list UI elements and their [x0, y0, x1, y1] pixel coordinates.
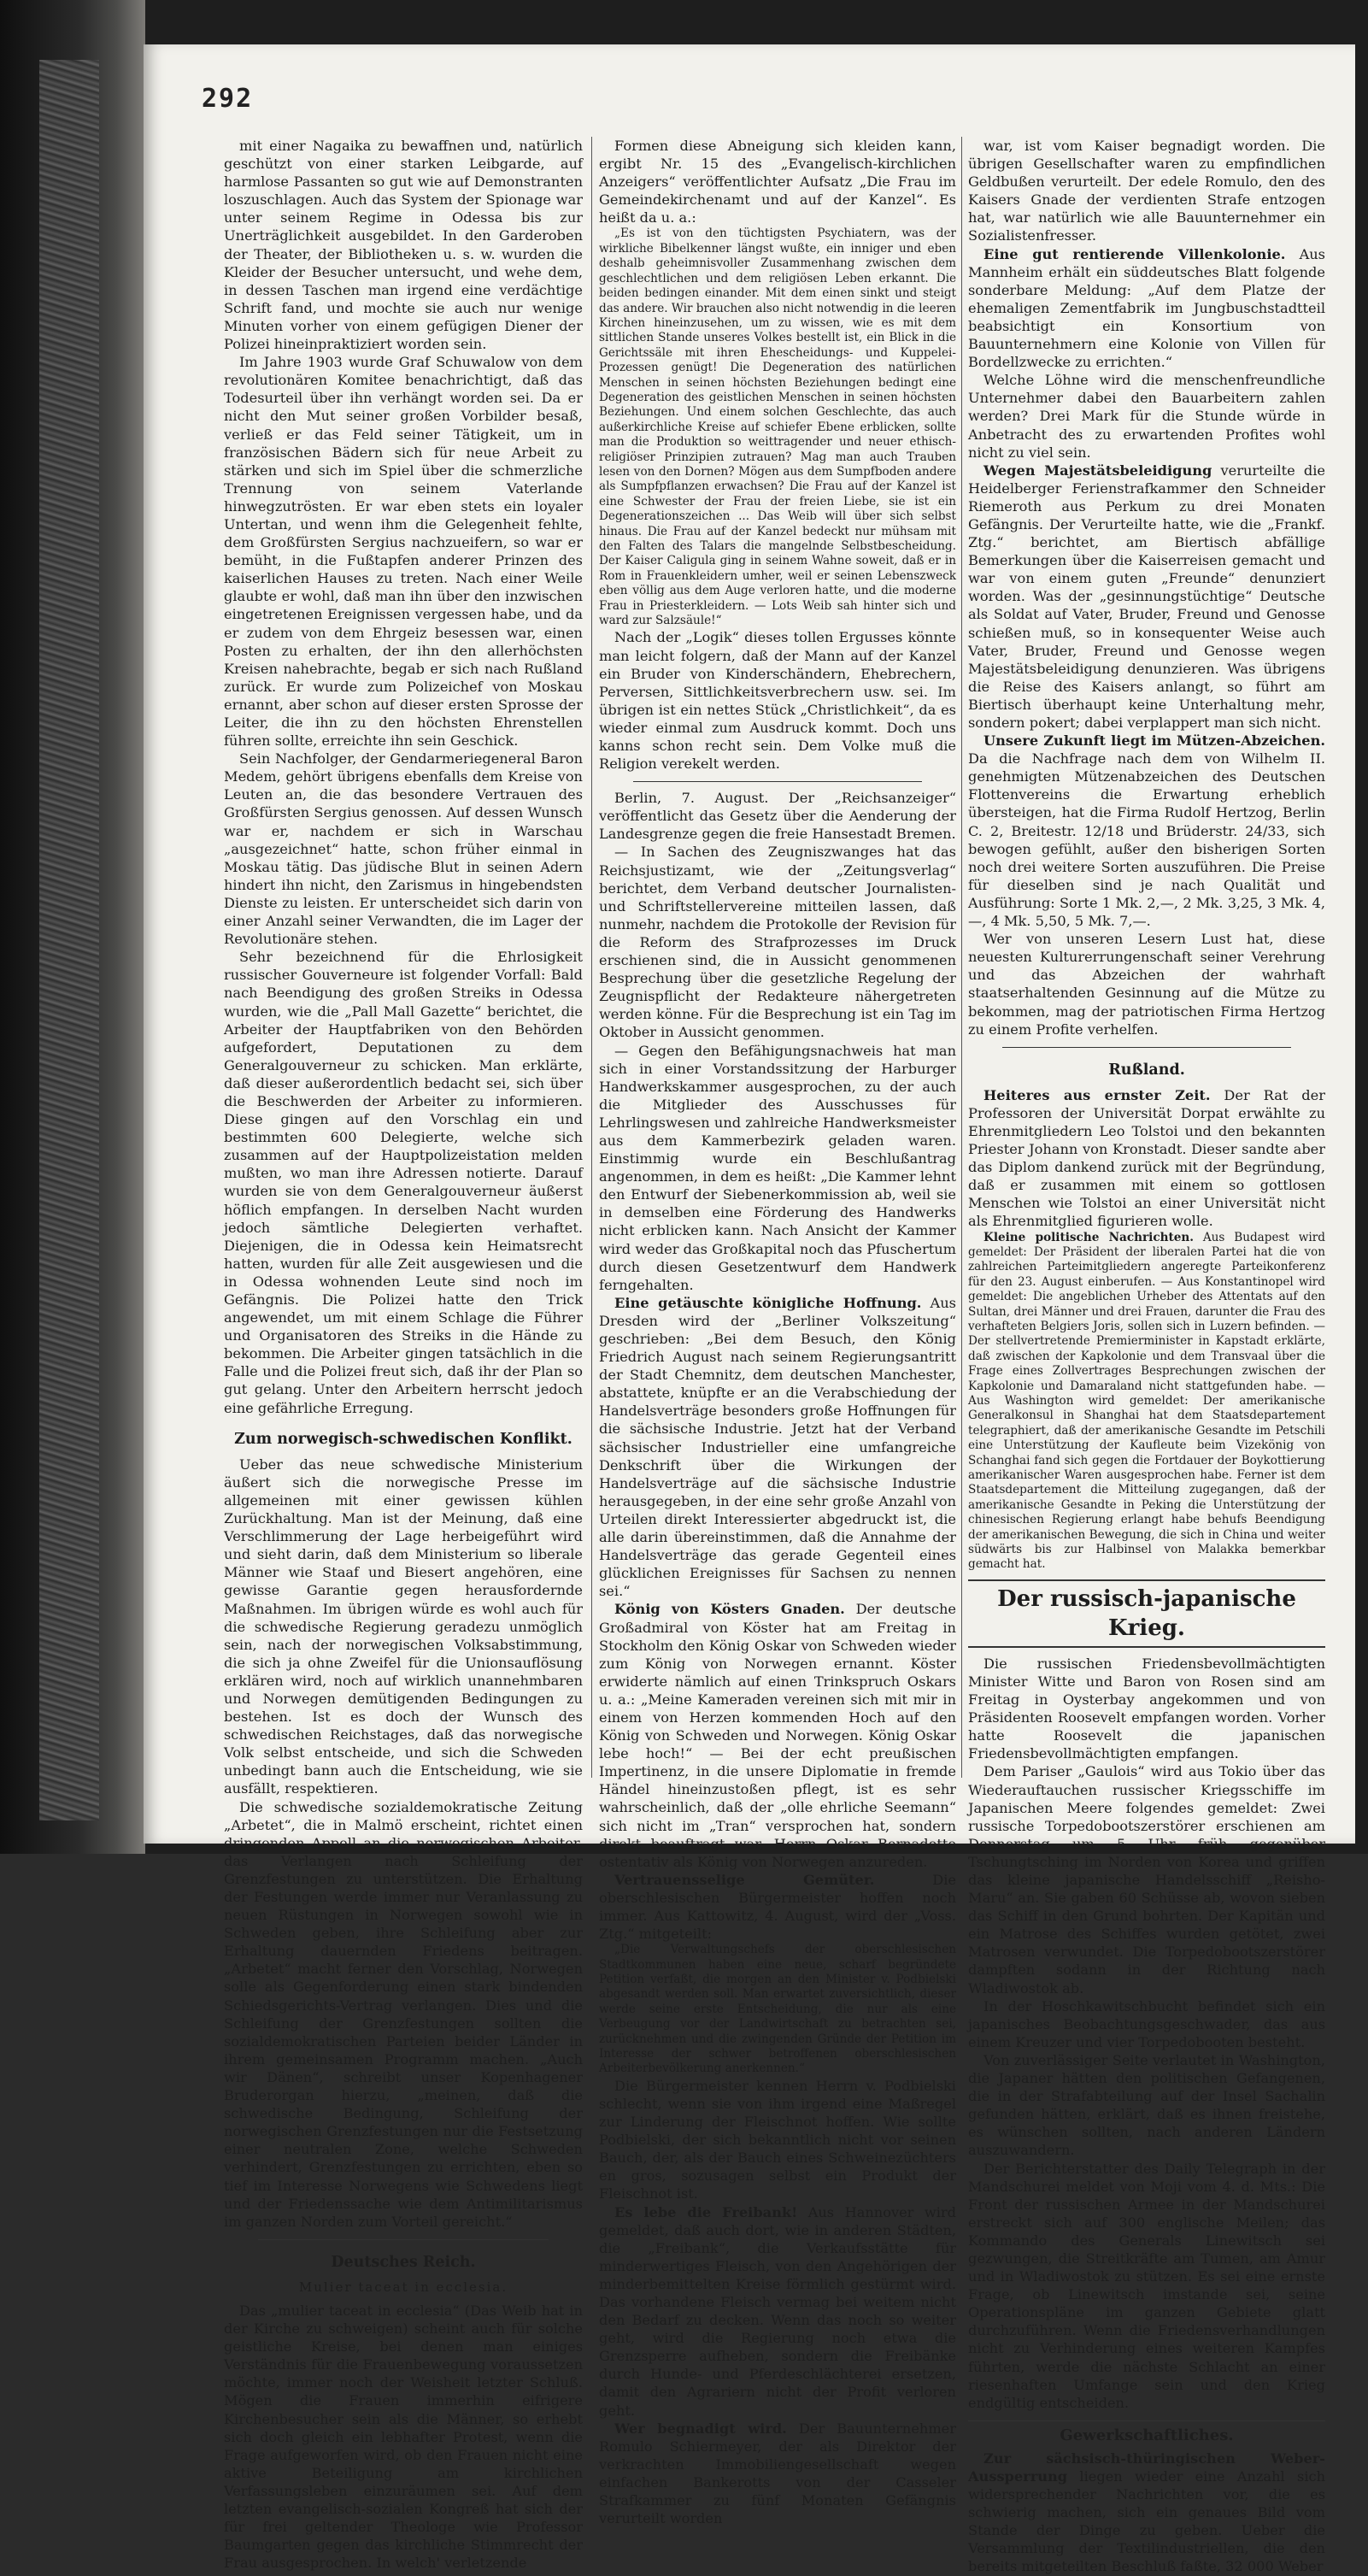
column-2: [599, 137, 957, 2527]
paragraph: Ueber das neue schwedische Ministerium äußert sich die norwegische Presse im allgemeinen mit einer gewissen kühlen Zurückhaltung. Man ist der Meinung, daß eine Verschlimmerung der Lage herbeigeführt wird und sieht darin, daß dem Ministerium so liberale Männer wie Staaf und Biesert angehören, eine gewisse Garantie gegen herausfordernde Maßnahmen. Im übrigen würde es wohl auch für die schwedische Regierung geradezu unmöglich sein, nach der norwegischen Volksabstimmung, die sich ja ohne Zweifel für die Unionsauflösung erklären wird, noch auf wirklich unannehmbaren und Norwegen demütigenden Bedingungen zu bestehen. Ist es doch der Wunsch des schwedischen Reichstages, daß das norwegische Volk selbst entscheide, und sich die Schweden unbedingt bann auch die Entscheidung, wie sie ausfällt, respektieren.: [224, 1456, 583, 1797]
lead-kleine: Kleine politische Nachrichten.: [983, 1230, 1195, 1244]
paragraph: [599, 2203, 956, 2420]
paragraph: Formen diese Abneigung sich kleiden kann, ergibt Nr. 15 des „Evangelisch-kirchlichen Anzeigers“ veröffentlichter Aufsatz „Die Frau im Gemeindekirchenamt und auf der Kanzel“. Es heißt da u. a.:: [599, 138, 956, 226]
paragraph: Dem Pariser „Gaulois“ wird aus Tokio über das Wiederauftauchen russischer Kriegsschiffe im Japanischen Meere folgendes gemeldet: Zwei russische Torpedobootszerstörer erschienen am Donnerstag um 5 Uhr früh gegenüber Tschungtsching im Norden von Korea und griffen das kleine japanische Handelsschiff „Reisho-Maru“ an. Sie gaben 60 Schüsse ab, wovon sieben das Schiff in den Grund bohrten. Der Kapitän und ein Matrose des Schiffes wurden getötet, zwei Matrosen verwundet. Die Torpedobootszerstörer dampften sodann in der Richtung nach Wladiwostok ab.: [968, 1763, 1325, 1997]
paragraph: — Gegen den Befähigungsnachweis hat man sich in einer Vorstandssitzung der Harburger Handwerkskammer ausgesprochen, zu der auch die Mitglieder des Ausschusses für Lehrlingswesen und zahlreiche Handwerksmeister aus dem Kammerbezirk geladen waren. Einstimmig wurde ein Beschlußantrag angenommen, in dem es heißt: „Die Kammer lehnt den Entwurf der Siebenerkommission ab, weil sie in demselben eine Förderung des Handwerks nicht erblicken kann. Nach Ansicht der Kammer wird weder das Großkapital noch das Pfuschertum durch diesen Gesetzentwurf dem Handwerk ferngehalten.: [599, 1042, 956, 1293]
text-koenig: Der deutsche Großadmiral von Köster hat am Freitag in Stockholm den König Oskar von Schweden wieder zum König von Norwegen ernannt. Köster erwiderte nämlich auf einen Trinkspruch Oskars u. a.: „Meine Kameraden vereinen sich mit mir in einem von Herzen kommenden Hoch auf den König von Schweden und Norwegen. König Oskar lebe hoch!“ — Bei der echt preußischen Impertinenz, in die unsere Diplomatie in fremde Händel hineinzustoßen pflegt, ist es sehr wahrscheinlich, daß der „olle ehrliche Seemann“ sich nicht im „Tran“ versprochen hat, sondern direkt beauftragt war, Herrn Oskar Bernadotte ostentativ als König von Norwegen anzureden.: [599, 1601, 956, 1870]
lead-koenig: König von Kösters Gnaden.: [614, 1601, 845, 1618]
paragraph: war, ist vom Kaiser begnadigt worden. Die übrigen Gesellschafter waren zu empfindlichen Geldbußen verurteilt. Der edele Romulo, den des Kaisers Gnade der verdienten Strafe entzogen hat, war natürlich wie alle Bauunternehmer ein Sozialistenfresser.: [968, 138, 1325, 244]
lead-begnadigt: Wer begnadigt wird.: [614, 2420, 787, 2437]
lead-gemueter: Vertrauensselige Gemüter.: [614, 1871, 875, 1888]
heading-krieg: Der russisch-japanische Krieg.: [968, 1579, 1325, 1648]
paragraph: In der Hoschkawitschbucht befindet sich ein japanisches Beobachtungsgeschwader, das aus einem Kreuzer und vier Torpedobooten besteht.: [968, 1997, 1325, 2050]
paragraph: [599, 1294, 956, 1601]
lead-weber: Zur sächsisch-thüringischen Weber-Aussperrung: [968, 2450, 1325, 2485]
binding-strip: [39, 60, 99, 1820]
paragraph: Berlin, 7. August. Der „Reichsanzeiger“ veröffentlicht das Gesetz über die Aenderung der Landesgrenze gegen die freie Hansestadt Bremen.: [599, 790, 956, 843]
column-3: [968, 137, 1325, 2575]
paragraph: mit einer Nagaika zu bewaffnen und, natürlich geschützt von einer starken Leibgarde, auf harmlose Passanten so gut wie auf Demonstranten loszuschlagen. Auch das System der Spionage war unter seinem Regime in Odessa bis zur Unerträglichkeit ausgebildet. In den Garderoben der Theater, der Bibliotheken u. s. w. wurden die Kleider der Besucher untersucht, und wehe dem, in dessen Taschen man irgend eine verdächtige Schrift fand, und mochte sie auch nur wenige Minuten vorher von einem gefügigen Diener der Polizei hineinpraktiziert worden sein.: [224, 138, 583, 353]
paragraph: Das „mulier taceat in ecclesia“ (Das Weib hat in der Kirche zu schweigen) scheint auch für solche geistliche Kreise, bei denen man einiges Verständnis für die Frauenbewegung voraussetzen möchte, immer noch der Weisheit letzter Schluß. Mögen die Frauen immerhin eifrigere Kirchenbesucher sein als die Männer, so erhebt sich doch gleich ein lebhafter Protest, wenn die Frage aufgeworfen wird, ob den Frauen nicht eine aktive Beteiligung am kirchlichen Verfassungsleben einzuräumen sei. Auf dem letzten evangelisch-sozialen Kongreß hat sich der für frei geltender Theologe wie Professor Baumgarten gegen das kirchliche Stimmrecht der Frau ausgesprochen. In welch' verletzende: [224, 2302, 583, 2572]
lead-villen: Eine gut rentierende Villenkolonie.: [983, 245, 1286, 262]
lead-majestaet: Wegen Majestätsbeleidigung: [983, 462, 1212, 479]
paragraph: Von zuverlässiger Seite verlautet in Washington, die Japaner hätten den politischen Gefangenen, die in der Strafabteilung auf der Insel Sachalin gefunden hätten, erklärt, daß es ihnen freistehe, es wünschen sollten, nach anderen Ländern auszuwandern.: [968, 2051, 1325, 2159]
text-villen: Aus Mannheim erhält ein süddeutsches Blatt folgende sonderbare Meldung: „Auf dem Platze der ehemaligen Zementfabrik im Jungbuschstadtteil beabsichtigt ein Konsortium von Bauunternehmern eine Kolonie von Villen für Bordellzwecke zu errichten.“: [968, 245, 1325, 371]
lead-freibank: Es lebe die Freibank!: [614, 2203, 798, 2220]
text-weber: liegen wieder eine Anzahl sich widersprechender Nachrichten vor, die es schwierig machen, sich ein genaues Bild vom Stande der Dinge zu geben. Ueber die Versammlung der Textilindustriellen, die den bereits mitgeteilten Beschluß faßte, 32 000 Weber: [968, 2468, 1325, 2575]
paragraph: [968, 462, 1325, 732]
paragraph: Die russischen Friedensbevollmächtigten Minister Witte und Baron von Rosen sind am Freitag in Oysterbay angekommen und von Präsidenten Roosevelt empfangen worden. Vorher hatte Roosevelt die japanischen Friedensbevollmächtigten empfangen.: [968, 1655, 1325, 1762]
column-rule-right: [961, 137, 962, 1778]
heading-deutsches-reich: Deutsches Reich.: [331, 2253, 476, 2271]
text-majestaet: verurteilte die Heidelberger Ferienstrafkammer den Schneider Riemeroth aus Perkum zu drei Monaten Gefängnis. Der Verurteilte hatte, wie die „Frankf. Ztg.“ berichtet, am Biertisch abfällige Bemerkungen über die Kaiserreisen gemacht und war von einem guten „Freunde“ denunziert worden. Was der „gesinnungstüchtige“ Deutsche als Soldat auf Vater, Bruder, Freund und Genosse schießen muß, so in konsequenter Weise auch Vater, Bruder, Freund und Genosse wegen Majestätsbeleidigung denunzieren. Was übrigens die Reise des Kaisers anlangt, so führt am Biertisch überhaupt keine Unterhaltung mehr, sondern pokert; dabei verplappert man sich nicht.: [968, 462, 1325, 731]
text-begnadigt: Der Bauunternehmer Romulo Schiermeyer, der als Direktor der verkrachten Immobiliengesellschaft wegen einfachen Bankerotts von der Casseler Strafkammer zu fünf Monaten Gefängnis verurteilt worden: [599, 2420, 956, 2527]
quote-paragraph: „Die Verwaltungschefs der oberschlesischen Stadtkommunen haben eine neue, scharf begründete Petition verfaßt, die morgen an den Minister v. Podbielski abgesandt werden soll. Man erwartet zuversichtlich, dieser werde seine erste Entscheidung, die nur als eine Verbeugung vor der Landwirtschaft zu betrachten sei, zurücknehmen und die zwingenden Gründe der Petition im Interesse der schwer betroffenen oberschlesischen Arbeiterbevölkerung anerkennen.“: [599, 1943, 956, 2076]
paragraph: Die Bürgermeister kennen Herrn v. Podbielski schlecht, wenn sie von ihm irgend eine Maßregel zur Linderung der Fleischnot hoffen. Wie sollte Podbielski, der sich bekanntlich nicht vor seinen Bauch, der, als der Bauch eines Schweinezüchters en gros, sozusagen selbst ein Produkt der Fleischnot ist.: [599, 2077, 956, 2203]
paragraph: Welche Löhne wird die menschenfreundliche Unternehmer dabei den Bauarbeitern zahlen werden? Drei Mark für die Stunde würde in Anbetracht des zu erwartenden Profites wohl nicht zu viel sein.: [968, 372, 1325, 461]
paragraph: [968, 1086, 1325, 1231]
paragraph: Wer von unseren Lesern Lust hat, diese neuesten Kulturerrungenschaft seiner Verehrung und das Abzeichen der wahrhaft staatserhaltenden Gesinnung auf die Mütze zu bekommen, mag der patriotischen Firma Hertzog zu einem Profite verhelfen.: [968, 931, 1325, 1038]
text-freibank: Aus Hannover wird gemeldet, daß auch dort, wie in anderen Städten, die „Freibank“, die Verkaufsstätte für minderwertiges Fleisch, von den Angehörigen der minderbemittelten Kreise förmlich gestürmt wird. Das vorhandene Fleisch vermag bei weitem nicht den Bedarf zu decken. Wenn das noch so weiter geht, wird die Regierung noch etwa die Grenzsperre aufheben, sondern die Freibänke durch Hunde- und Pferdeschlächterei ersetzen, damit den Agrariern nicht der Profit verloren geht.: [599, 2203, 956, 2419]
lead-heiteres: Heiteres aus ernster Zeit.: [983, 1086, 1211, 1103]
column-rule-left: [591, 137, 592, 1778]
paragraph: [599, 1600, 956, 1870]
lead-hoffnung: Eine getäuschte königliche Hoffnung.: [614, 1294, 922, 1311]
text-heiteres: Der Rat der Professoren der Universität Dorpat erwählte zu Ehrenmitgliedern Leo Tolstoi und den bekannten Priester Johann von Kronstadt. Dieser sandte aber das Diplom dankend zurück mit der Begründung, daß er zusammen mit einem so gottlosen Menschen wie Tolstoi an einer Universität nicht als Ehrenmitglied figurieren wolle.: [968, 1086, 1325, 1230]
quote-paragraph: „Es ist von den tüchtigsten Psychiatern, was der wirkliche Bibelkenner längst wußte, ein inniger und eben deshalb geheimnisvoller Zusammenhang zwischen dem geschlechtlichen und dem religiösen Leben erkannt. Die beiden bedingen einander. Mit dem einen sinkt und steigt das andere. Wir brauchen also nicht notwendig in die leeren Kirchen hineinzusehen, um zu wissen, wie es mit dem sittlichen Stande unseres Volkes bestellt ist, ein Blick in die Gerichtssäle mit ihren Ehescheidungs- und Kuppelei-Prozessen genügt! Die Degeneration des natürlichen Menschen in seinen höchsten Beziehungen bedingt eine Degeneration des geistlichen Menschen in seinen höchsten Beziehungen. Und einem solchen Geschlechte, das auch außerkirchliche Kreise auf schiefer Ebene erblicken, sollte man die Produktion so weittragender und neuer ethisch-religiöser Prinzipien zutrauen? Mag man auch Trauben lesen von den Dornen? Mögen aus dem Sumpfboden andere als Sumpfpflanzen erwachsen? Die Frau auf der Kanzel ist eine Schwester der Frau der freien Liebe, sie ist ein Degenerationszeichen ... Das Weib will über sich selbst hinaus. Die Frau auf der Kanzel bedeckt nur mühsam mit den Falten des Talars die mangelnde Selbstbescheidung. Der Kaiser Caligula ging in seinem Wahne soweit, daß er in Rom in Frauenkleidern umher, weil er seinen Lebenszweck eben völlig aus dem Auge verloren hatte, und die moderne Frau in Priesterkleidern. — Lots Weib sah hinter sich und ward zur Salzsäule!“: [599, 226, 957, 628]
text-muetzen: Da die Nachfrage nach dem von Wilhelm II. genehmigten Mützenabzeichen des Deutschen Flottenvereins die Erwartung erheblich übersteigen, hat die Firma Rudolf Hertzog, Berlin C. 2, Breitestr. 12/18 und Brüderstr. 24/33, sich bewogen gefühlt, außer den bisherigen Sorten noch drei weitere Sorten auszuführen. Die Preise für dieselben sind je nach Qualität und Ausführung: Sorte 1 Mk. 2,—, 2 Mk. 3,25, 3 Mk. 4,—, 4 Mk. 5,50, 5 Mk. 7,—.: [968, 750, 1325, 930]
paragraph: [968, 2450, 1325, 2576]
paragraph: Im Jahre 1903 wurde Graf Schuwalow von dem revolutionären Komitee benachrichtigt, daß das Todesurteil über ihn verhängt worden sei. Da er nicht den Mut seiner großen Vorbilder besaß, verließ er das Feld seiner Tätigkeit, um in französischen Bädern sich für neue Arbeit zu stärken und sich im Spiel über die schmerzliche Trennung von seinem Vaterlande hinwegzutrösten. Er war eben stets ein loyaler Untertan, und wenn ihm die Gelegenheit fehlte, dem Großfürsten Sergius nachzueifern, so war er bemüht, in die Fußtapfen anderer Prinzen des kaiserlichen Hauses zu treten. Nach einer Weile glaubte er wohl, daß man ihn über den inzwischen eingetretenen Ereignissen vergessen habe, und da er zudem von dem Ehrgeiz besessen war, einen Posten zu erhalten, der ihn den allerhöchsten Kreisen nahebrachte, begab er sich nach Rußland zurück. Er wurde zum Polizeichef von Moskau ernannt, aber schon auf dieser ersten Sprosse der Leiter, die ihn zu den höchsten Ehrenstellen führen sollte, erreichte ihn sein Geschick.: [224, 354, 583, 750]
text-kleine: Aus Budapest wird gemeldet: Der Präsident der liberalen Partei hat die von zahlreichen Parteimitgliedern angeregte Parteikonferenz für den 23. August einberufen. — Aus Konstantinopel wird gemeldet: Die angeblichen Urheber des Attentats auf den Sultan, drei Männer und drei Frauen, darunter die Frau des verhafteten Belgiers Joris, sollen sich in Luzern befinden. — Der stellvertretende Premierminister in Kapstadt erklärte, daß zwischen der Kapkolonie und dem Transvaal über die Frage eines Zollvertrages Besprechungen zwischen der Kapkolonie und Damaraland nicht stattgefunden habe. — Aus Washington wird gemeldet: Der amerikanische Generalkonsul in Shanghai hat dem Staatsdepartement telegraphiert, daß der amerikanische Gesandte im Petschili eine Unterstützung der Kaufleute beim Vizekönig von Schanghai fand sich gegen die Fortdauer der Boykottierung amerikanischer Waren ausgesprochen habe. Ferner ist dem Staatsdepartement die Mitteilung zugegangen, daß der amerikanische Gesandte in Peking die Unterstützung der chinesischen Regierung erlangt habe behufs Beendigung der amerikanischen Bewegung, die sich in China und weiter südwärts bis zur Halbinsel von Malakka bemerkbar gemacht hat.: [968, 1230, 1325, 1572]
section-divider: [633, 781, 922, 782]
paragraph: Sein Nachfolger, der Gendarmeriegeneral Baron Medem, gehört übrigens ebenfalls dem Kreise von Leuten an, die das besondere Vertrauen des Großfürsten Sergius genossen. Auf dessen Wunsch war er, nachdem er sich in Warschau „ausgezeichnet“ hatte, schon früher einmal in Moskau tätig. Das jüdische Blut in seinen Adern hindert ihn nicht, den Zarismus in hingebendsten Dienste zu leisten. Er unterscheidet sich darin von einer Anzahl seiner Verwandten, die im Lager der Revolutionäre stehen.: [224, 750, 583, 948]
paragraph: Die schwedische sozialdemokratische Zeitung „Arbetet“, die in Malmö erscheint, richtet einen dringenden Appell an die norwegischen Arbeiter, das Verlangen nach Schleifung der Grenzfestungen zu unterstützen. Die Erhaltung der Festungen werde immer nur Veranlassung zu neuen Rüstungen in Norwegen sowohl wie in Schweden geben, ihre Schleifung aber zur Erhaltung dauernden Friedens beitragen. „Arbetet“ macht ferner den Vorschlag, Norwegen solle als Gegenforderung einen stark bindenden Schiedsgerichts-Vertrag verlangen. Dies und die Schleifung der Grenzfestungen sollten die sozialdemokratischen Parteien beider Länder in ihrem gemeinsamen Programm machen. „Auch wir Dänen“, schreibt unser Kopenhagener Bruderorgan hierzu, „meinen, daß die schwedische Bedingung, Schleifung der norwegischen Grenzfestungen nur die Festsetzung einer neutralen Zone, welche Schweden verhindert, Grenzfestungen zu errichten, eben so tief im Interesse Norwegens wie Schwedens liegt und der Friedenssache wie dem Antimilitarismus im ganzen Norden zum Vorteil gereicht.“: [224, 1798, 583, 2230]
paragraph: Der Berichterstatter des Daily Telegraph in der Mandschurei meldet von Moji vom 4. d. Mts.: Die Front der russischen Armee in der Mandschurei erstreckt sich auf 300 englische Meilen; das Kommando des Generals Linewitsch sei gezwungen, die Streitkräfte am Tumen, am Amur und in Wladiwostok zu stützen. Es sei eine ernste Frage, ob Linewitsch imstande sei, seine Operationspläne im ganzen Gebiete glatt durchzuführen. Wenn die Friedensverhandlungen nicht zu Verhinderung eines weiteren Kampfes führten, werde die nächste Schlacht an einer riesenhaften Umfange sein und den Krieg endgültig entscheiden.: [968, 2160, 1325, 2411]
paragraph: [599, 2420, 956, 2528]
paragraph: [968, 245, 1325, 372]
heading-konflikt: Zum norwegisch-schwedischen Konflikt.: [234, 1430, 572, 1448]
book-binding: [0, 0, 145, 1854]
paragraph: [599, 1871, 956, 1943]
text-hoffnung: Aus Dresden wird der „Berliner Volkszeitung“ geschrieben: „Bei dem Besuch, den König Friedrich August nach seinem Regierungsantritt der Stadt Chemnitz, dem deutschen Manchester, abstattete, knüpfte er an die Verabschiedung der Handelsverträge besonders große Hoffnungen für die sächsische Industrie. Jetzt hat der Verband sächsischer Industrieller eine umfangreiche Denkschrift über die Wirkungen der Handelsverträge auf die sächsische Industrie herausgegeben, in der eine sehr große Anzahl von Urteilen direkt Interessierter abgedruckt ist, die alle darin übereinstimmen, daß die Annahme der Handelsverträge das gerade Gegenteil eines glücklichen Ereignisses für Sachsen zu nennen sei.“: [599, 1294, 956, 1600]
subheading-mulier: Mulier taceat in ecclesia.: [298, 2279, 508, 2295]
text-gemueter: Die oberschlesischen Bürgermeister hoffen noch immer. Aus Kattowitz, 4. August, wird der „Voss. Ztg.“ mitgeteilt:: [599, 1871, 956, 1943]
paragraph: — In Sachen des Zeugniszwanges hat das Reichsjustizamt, wie der „Zeitungsverlag“ berichtet, dem Verband deutscher Journalisten- und Schriftstellervereine mitteilen lassen, daß nunmehr, nachdem die Protokolle der Revision für die Reform des Strafprozesses im Druck erschienen sind, die in Aussicht genommenen Besprechung über die gesetzliche Regelung der Zeugnispflicht der Redakteure nähergetreten werden könne. Für die Besprechung ist ein Tag im Oktober in Aussicht genommen.: [599, 844, 956, 1041]
heading-russland: Rußland.: [1108, 1061, 1185, 1079]
paragraph: Nach der „Logik“ dieses tollen Ergusses könnte man leicht folgern, daß der Mann auf der Kanzel ein Bruder von Kinderschändern, Ehebrechern, Perversen, Sittlichkeitsverbrechern usw. sei. Im übrigen ist ein nettes Stück „Christlichkeit“, da es wieder einmal zum Ausdruck kommt. Doch uns kanns schon recht sein. Dem Volke muß die Religion verekelt werden.: [599, 629, 956, 773]
lead-muetzen: Unsere Zukunft liegt im Mützen-Abzeichen.: [983, 732, 1325, 750]
paragraph: [968, 1231, 1325, 1573]
section-divider: [1002, 1047, 1291, 1048]
section-divider: [258, 2239, 549, 2240]
paragraph: Sehr bezeichnend für die Ehrlosigkeit russischer Gouverneure ist folgender Vorfall: Bald nach Beendigung des großen Streiks in Odessa wurden, wie die „Pall Mall Gazette“ berichtet, die Arbeiter der Hauptfabriken von den Behörden aufgefordert, Deputationen zu dem Generalgouverneur zu schicken. Man erklärte, daß dieser außerordentlich bedacht sei, sich über die Beschwerden der Arbeiter zu informieren. Diese gingen auf den Vorschlag ein und bestimmten 600 Delegierte, welche sich zusammen auf der Hauptpolizeistation melden mußten, wo man ihre Adressen notierte. Darauf wurden sie von dem Generalgouverneur äußerst höflich empfangen. In derselben Nacht wurden jedoch sämtliche Delegierten verhaftet. Diejenigen, die in Odessa kein Heimatsrecht hatten, wurden für alle Zeit ausgewiesen und die in Odessa wohnenden Leute sind noch im Gefängnis. Die Polizei hatte den Trick angewendet, um mit einem Schlage die Führer und Organisatoren des Streiks in die Hände zu bekommen. Die Arbeiter gingen tatsächlich in die Falle und die Polizei freut sich, daß ihr der Plan so gut gelang. Unter den Arbeitern herrscht jedoch eine gefährliche Erregung.: [224, 949, 583, 1416]
heading-gewerkschaftliches: Gewerkschaftliches.: [968, 2420, 1325, 2444]
page-number: 292: [202, 84, 254, 114]
column-1: [224, 137, 583, 2572]
paragraph: [968, 732, 1325, 930]
